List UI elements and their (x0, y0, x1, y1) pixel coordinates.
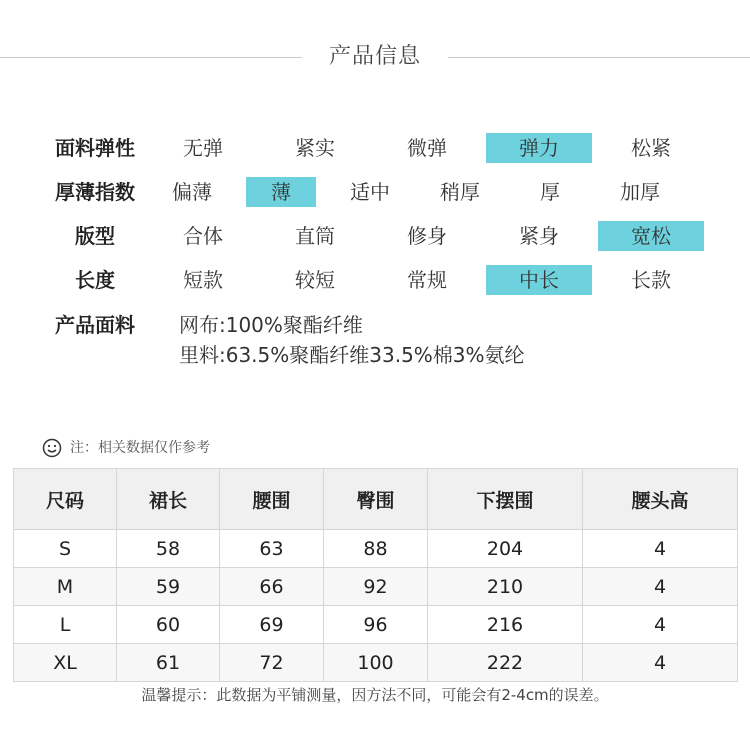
attribute-option-selected: 薄 (246, 177, 316, 207)
attribute-option: 无弹 (183, 136, 223, 160)
column-header: 腰围 (220, 469, 324, 530)
column-header: 臀围 (324, 469, 428, 530)
column-header: 尺码 (14, 469, 117, 530)
table-cell: 204 (428, 530, 583, 568)
table-cell: 88 (324, 530, 428, 568)
table-cell: 61 (117, 644, 220, 682)
table-cell: 60 (117, 606, 220, 644)
table-cell: L (14, 606, 117, 644)
table-cell: 96 (324, 606, 428, 644)
title-divider-right (448, 57, 750, 58)
note (42, 436, 210, 460)
section-title-text: 产品信息 (328, 44, 421, 69)
attribute-row (0, 177, 750, 207)
attribute-option-selected: 弹力 (486, 133, 592, 163)
table-cell: 216 (428, 606, 583, 644)
attribute-option: 松紧 (631, 136, 671, 160)
table-row (14, 568, 738, 606)
fabric-label: 产品面料 (55, 313, 135, 337)
size-table (13, 468, 738, 682)
column-header: 腰头高 (583, 469, 738, 530)
table-cell: 100 (324, 644, 428, 682)
table-row (14, 644, 738, 682)
attribute-label: 长度 (75, 268, 115, 292)
column-header: 下摆围 (428, 469, 583, 530)
table-cell: 69 (220, 606, 324, 644)
table-cell: 66 (220, 568, 324, 606)
attribute-option: 常规 (407, 268, 447, 292)
attribute-option: 加厚 (620, 180, 660, 204)
table-cell: 92 (324, 568, 428, 606)
attribute-option: 适中 (350, 180, 390, 204)
table-row (14, 606, 738, 644)
attribute-option: 长款 (631, 268, 671, 292)
table-cell: 4 (583, 568, 738, 606)
attribute-label: 厚薄指数 (55, 180, 135, 204)
column-header: 裙长 (117, 469, 220, 530)
attribute-option: 微弹 (407, 136, 447, 160)
attribute-option: 紧身 (519, 224, 559, 248)
attribute-row (0, 265, 750, 295)
attribute-option: 厚 (540, 180, 560, 204)
table-cell: 4 (583, 606, 738, 644)
table-cell: 63 (220, 530, 324, 568)
table-header-row (14, 469, 738, 530)
attribute-label: 版型 (75, 224, 115, 248)
table-row (14, 530, 738, 568)
attribute-option: 直筒 (295, 224, 335, 248)
smile-icon (42, 438, 62, 458)
attribute-option: 合体 (183, 224, 223, 248)
note-text: 注：相关数据仅作参考 (70, 440, 210, 456)
attribute-option: 短款 (183, 268, 223, 292)
attribute-option: 修身 (407, 224, 447, 248)
attribute-label: 面料弹性 (55, 136, 135, 160)
fabric-line-lining: 里料:63.5%聚酯纤维33.5%棉3%氨纶 (179, 343, 525, 367)
attribute-option: 稍厚 (440, 180, 480, 204)
table-cell: M (14, 568, 117, 606)
table-cell: XL (14, 644, 117, 682)
table-body (14, 530, 738, 682)
attribute-option-selected: 宽松 (598, 221, 704, 251)
table-cell: 4 (583, 644, 738, 682)
section-title (0, 40, 750, 74)
table-cell: 222 (428, 644, 583, 682)
table-cell: 4 (583, 530, 738, 568)
table-cell: 59 (117, 568, 220, 606)
attribute-option: 紧实 (295, 136, 335, 160)
attribute-option-selected: 中长 (486, 265, 592, 295)
attribute-row (0, 133, 750, 163)
footer-tip: 温馨提示：此数据为平铺测量，因方法不同，可能会有2-4cm的误差。 (141, 686, 609, 704)
table-cell: S (14, 530, 117, 568)
attribute-option: 偏薄 (172, 180, 212, 204)
table-cell: 72 (220, 644, 324, 682)
title-divider-left (0, 57, 302, 58)
attribute-row (0, 221, 750, 251)
fabric-line-mesh: 网布:100%聚酯纤维 (179, 313, 363, 337)
table-cell: 58 (117, 530, 220, 568)
table-cell: 210 (428, 568, 583, 606)
attribute-option: 较短 (295, 268, 335, 292)
